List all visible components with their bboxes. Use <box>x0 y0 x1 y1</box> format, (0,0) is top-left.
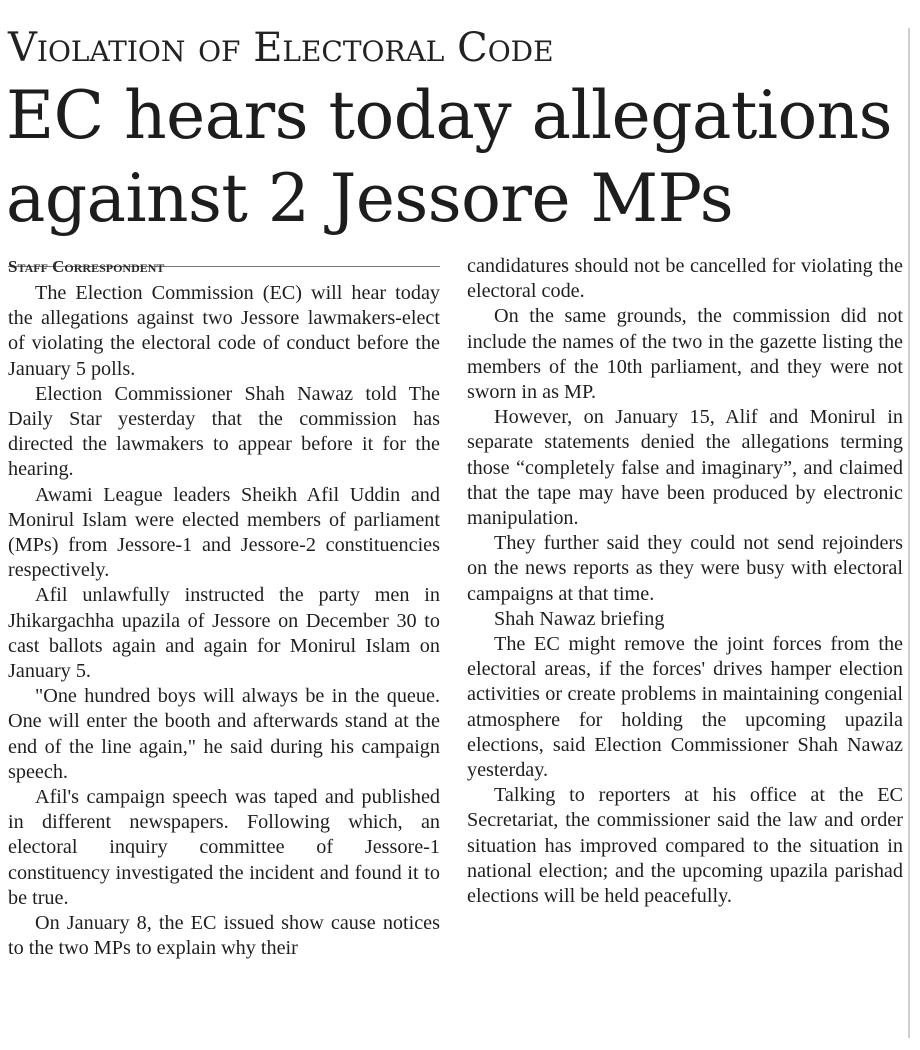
article-column-right <box>467 254 903 909</box>
column-divider <box>908 28 910 1038</box>
paragraph-continuation: candidatures should not be cancelled for violating the electoral code. <box>467 255 903 303</box>
headline-line-2: against 2 Jessore MPs <box>6 160 734 237</box>
paragraph: "One hundred boys will always be in the queue. One will enter the booth and afterwards stand at the end of the line again," he said during his campaign speech. <box>8 685 440 783</box>
kicker-heading: Violation of Electoral Code <box>8 25 554 71</box>
paragraph: The Election Commission (EC) will hear today the allegations against two Jessore lawmakers-elect of violating the electoral code of conduct before the January 5 polls. <box>8 282 440 380</box>
paragraph: Election Commissioner Shah Nawaz told The Daily Star yesterday that the commission has directed the lawmakers to appear before it for the hearing. <box>8 382 440 481</box>
paragraph: The EC might remove the joint forces from the electoral areas, if the forces' drives hamper election activities or create problems in maintaining congenial atmosphere for holding the upcoming upazila elections, said Election Commissioner Shah Nawaz yesterday. <box>467 633 903 782</box>
article-column-left <box>8 254 440 961</box>
paragraph: However, on January 15, Alif and Monirul in separate statements denied the allegations terming those “completely false and imaginary”, and claimed that the tape may have been produced by electronic manipulation. <box>467 406 903 530</box>
paragraph: Talking to reporters at his office at the EC Secretariat, the commissioner said the law and order situation has improved compared to the situation in national election; and the upcoming upazila parishad elections will be held peacefully. <box>467 784 903 908</box>
subhead: Shah Nawaz briefing <box>494 607 665 630</box>
paragraph: On January 8, the EC issued show cause notices to the two MPs to explain why their <box>8 912 440 960</box>
paragraph: On the same grounds, the commission did not include the names of the two in the gazette listing the members of the 10th parliament, and they were not sworn in as MP. <box>467 305 903 404</box>
paragraph: Afil unlawfully instructed the party men in Jhikargachha upazila of Jessore on December 30 to cast ballots again and again for Monirul Islam on January 5. <box>8 584 440 683</box>
paragraph: They further said they could not send rejoinders on the news reports as they were busy with electoral campaigns at that time. <box>467 532 903 605</box>
headline-line-1: EC hears today allegations <box>6 77 893 154</box>
headline <box>6 74 906 240</box>
paragraph: Afil's campaign speech was taped and published in different newspapers. Following which, an electoral inquiry committee of Jessore-1 constituency investigated the incident and found it to be true. <box>8 786 440 909</box>
paragraph: Awami League leaders Sheikh Afil Uddin and Monirul Islam were elected members of parliament (MPs) from Jessore-1 and Jessore-2 constituencies respectively. <box>8 483 440 582</box>
byline: Staff Correspondent <box>8 257 165 276</box>
